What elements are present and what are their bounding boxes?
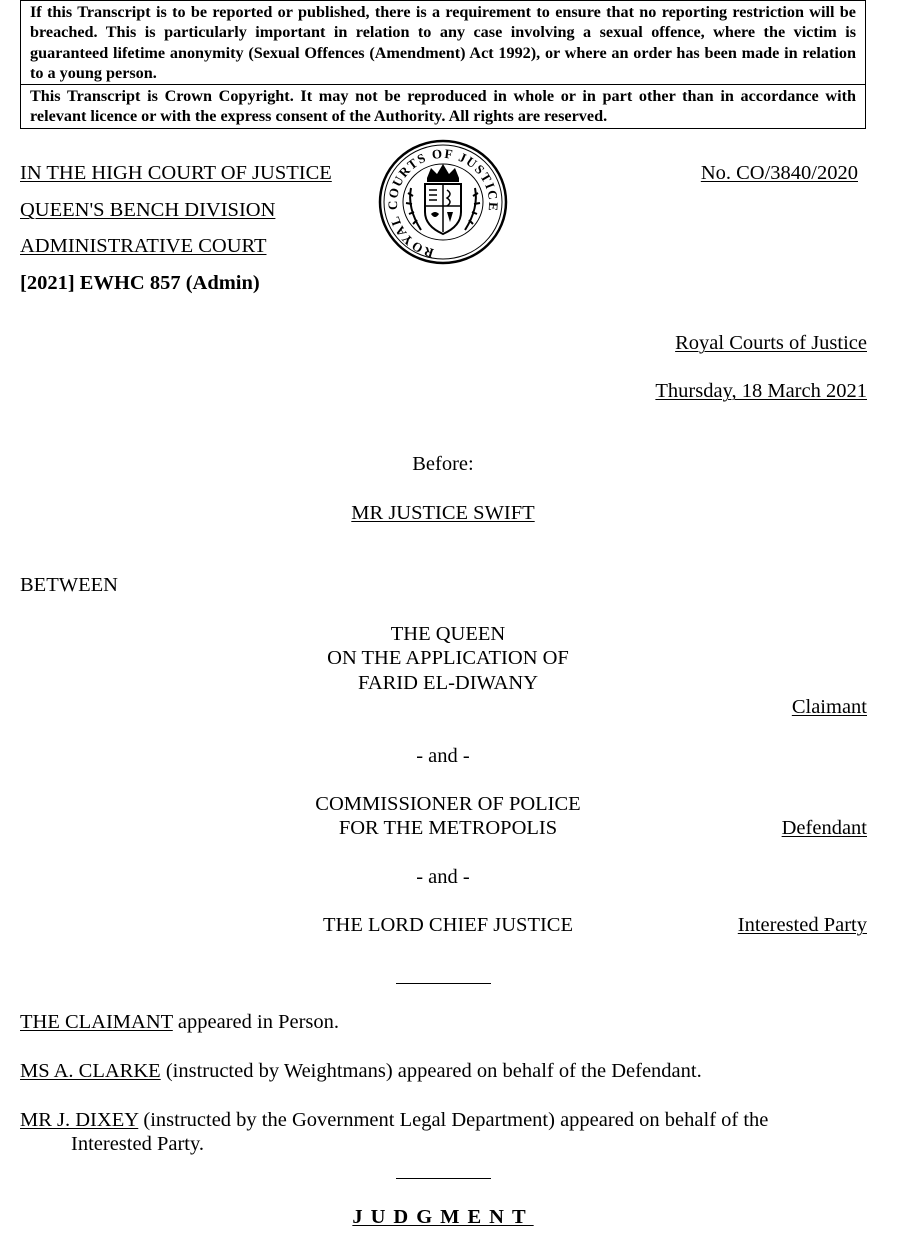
between-label: BETWEEN: [20, 574, 118, 596]
judgment-heading-text: JUDGMENT: [352, 1206, 534, 1228]
and-separator: - and -: [416, 745, 470, 767]
appearance-claimant: [20, 1010, 339, 1034]
seal-lettering: ROYAL COURTS OF JUSTICE: [384, 145, 502, 261]
before-label: Before:: [412, 453, 474, 475]
neutral-citation: [2021] EWHC 857 (Admin): [20, 272, 260, 294]
counsel-name: THE CLAIMANT: [20, 1011, 173, 1033]
defendant-name-line: FOR THE METROPOLIS: [338, 817, 558, 839]
counsel-name: MS A. CLARKE: [20, 1060, 161, 1082]
and-separator: - and -: [416, 866, 470, 888]
counsel-name: MR J. DIXEY: [20, 1109, 139, 1131]
judge-name: MR JUSTICE SWIFT: [351, 502, 535, 524]
court-subdivision: ADMINISTRATIVE COURT: [20, 235, 267, 257]
reporting-restriction-notice: If this Transcript is to be reported or published, there is a requirement to ensure that no reporting restriction will be breached. This is particularly important in relation to any case involving a sexual offence, where the victim is guaranteed lifetime anonymity (Sexual Offences (Amendment) Act 1992), or where an order has been made in relation to a young person.: [30, 3, 856, 82]
appearance-text: (instructed by the Government Legal Department) appeared on behalf of the: [138, 1109, 769, 1131]
judgment-heading: [293, 1205, 593, 1229]
defendant-name-line: COMMISSIONER OF POLICE: [315, 793, 581, 815]
court-name: IN THE HIGH COURT OF JUSTICE: [20, 162, 332, 184]
claimant-name-line: FARID EL-DIWANY: [357, 672, 539, 694]
divider-rule: [396, 1178, 491, 1179]
appearance-continuation: Interested Party.: [71, 1133, 205, 1155]
copyright-notice: This Transcript is Crown Copyright. It may not be reproduced in whole or in part other than in accordance with relevant licence or with the express consent of the Authority. All rights are reserved.: [21, 84, 865, 128]
divider-rule: [396, 983, 491, 984]
appearance-text: appeared in Person.: [172, 1011, 340, 1033]
claimant-role: Claimant: [791, 696, 867, 718]
court-location: Royal Courts of Justice: [675, 332, 867, 354]
defendant-role: Defendant: [781, 817, 867, 839]
appearance-defendant: [20, 1059, 702, 1083]
notice-box: [20, 0, 866, 129]
case-number: No. CO/3840/2020: [700, 162, 858, 184]
appearance-interested-party: [20, 1108, 768, 1132]
hearing-date: Thursday, 18 March 2021: [655, 380, 867, 402]
appearance-text: (instructed by Weightmans) appeared on behalf of the Defendant.: [160, 1060, 702, 1082]
claimant-name-line: THE QUEEN: [390, 623, 506, 645]
court-division: QUEEN'S BENCH DIVISION: [20, 199, 276, 221]
royal-courts-seal-icon: [377, 138, 509, 266]
claimant-name-line: ON THE APPLICATION OF: [327, 647, 569, 669]
interested-party-name: THE LORD CHIEF JUSTICE: [323, 914, 573, 936]
interested-party-role: Interested Party: [737, 914, 867, 936]
